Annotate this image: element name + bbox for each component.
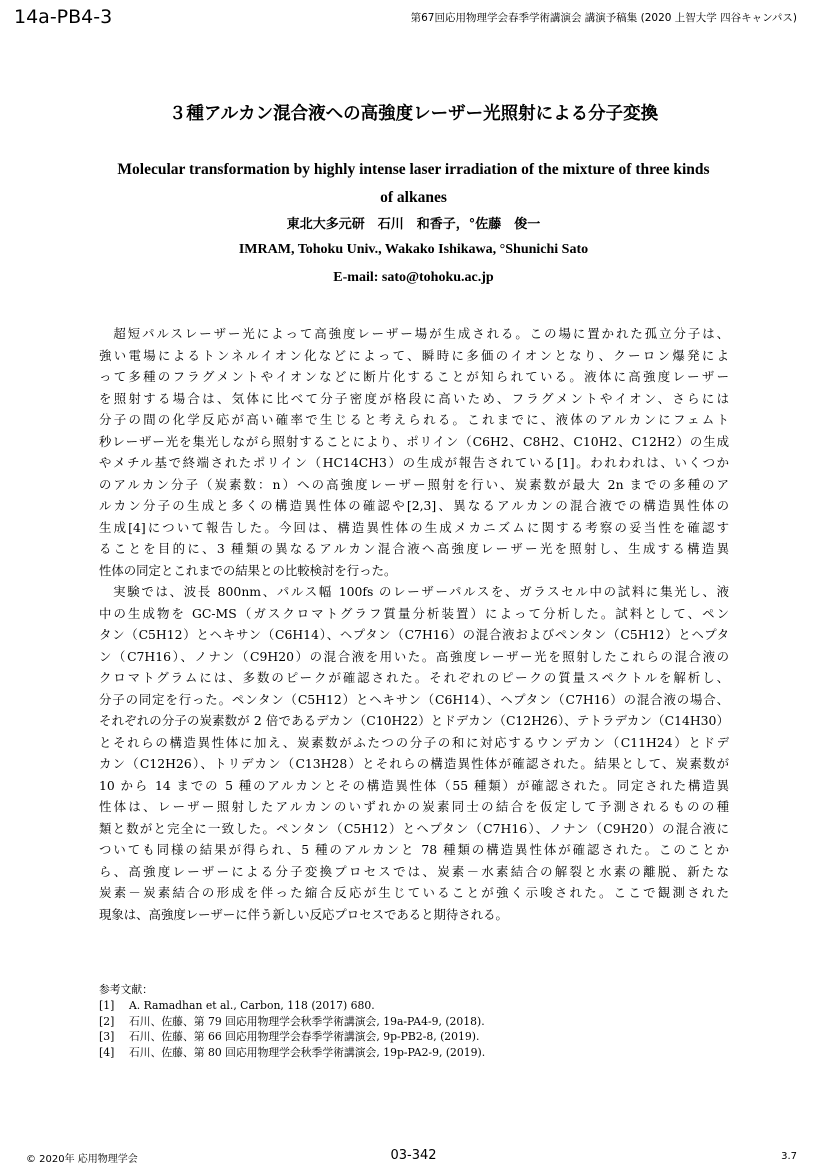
reference-text: 石川、佐藤、第 66 回応用物理学会春季学術講演会, 9p-PB2-8, (2019). bbox=[129, 1030, 480, 1044]
references-heading: 参考文献： bbox=[99, 983, 153, 996]
conference-header: 第67回応用物理学会春季学術講演会 講演予稿集 (2020 上智大学 四谷キャンパス) bbox=[410, 12, 797, 24]
reference-item bbox=[99, 1014, 729, 1030]
body-line: 秒レーザー光を集光しながら照射することにより、ポリイン（C6H2、C8H2、C10H2、C12H2）の生成 bbox=[99, 433, 729, 449]
body-line: 性体は、レーザー照射したアルカンのいずれかの炭素同士の結合を仮定して予測されるものの種 bbox=[99, 799, 729, 814]
body-line: 分子の同定を行った。ペンタン（C5H12）とヘキサン（C6H14）、ヘプタン（C7H16）の混合液の場合、 bbox=[99, 691, 729, 707]
body-line: ン（C7H16）、ノナン（C9H20）の混合液を用いた。高強度レーザー光を照射したこれらの混合液の bbox=[99, 648, 729, 664]
page-number: 03-342 bbox=[390, 1148, 437, 1163]
title-english: Molecular transformation by highly intense laser irradiation of the mixture of three kinds of alkanes bbox=[117, 161, 710, 206]
body-line: 分子の間の化学反応が高い確率で生じると考えられる。これまでに、液体のアルカンにフェムト bbox=[99, 412, 729, 427]
body-line: 10 から 14 までの 5 種のアルカンとその構造異性体（55 種類）が確認された。同定された構造異 bbox=[99, 777, 729, 793]
reference-text: 石川、佐藤、第 79 回応用物理学会秋季学術講演会, 19a-PA4-9, (2018). bbox=[129, 1014, 485, 1028]
body-line: タン（C5H12）とヘキサン（C6H14）、ヘプタン（C7H16）の混合液およびペンタン（C5H12）とヘプタ bbox=[99, 627, 729, 642]
authors-english: IMRAM, Tohoku Univ., Wakako Ishikawa, °Shunichi Sato bbox=[238, 242, 589, 257]
reference-text: 石川、佐藤、第 80 回応用物理学会秋季学術講演会, 19p-PA2-9, (2019). bbox=[129, 1046, 486, 1060]
title-japanese: ３種アルカン混合液への高強度レーザー光照射による分子変換 bbox=[168, 104, 659, 124]
reference-item bbox=[99, 998, 729, 1014]
reference-item bbox=[99, 1029, 729, 1045]
body-line: クロマトグラムには、多数のピークが確認された。それぞれのピークの質量スペクトルを解析し、 bbox=[99, 670, 729, 685]
body-line: 超短パルスレーザー光によって高強度レーザー場が生成される。この場に置かれた孤立分子は、 bbox=[99, 326, 729, 341]
body-line: 性体の同定とこれまでの結果との比較検討を行った。 bbox=[99, 562, 397, 578]
reference-number: [1] bbox=[99, 998, 115, 1012]
body-line: 中の生成物を GC-MS（ガスクロマトグラフ質量分析装置）によって分析した。試料として、ペン bbox=[99, 605, 729, 621]
body-line: 現象は、高強度レーザーに伴う新しい反応プロセスであると期待される。 bbox=[99, 906, 508, 922]
reference-number: [3] bbox=[99, 1030, 115, 1044]
body-line: それぞれの分子の炭素数が 2 倍であるデカン（C10H22）とドデカン（C12H26）、テトラデカン（C14H30） bbox=[99, 713, 729, 728]
body-line: やメチル基で終端されたポリイン（HC14CH3）の生成が報告されている[1]。われわれは、いくつか bbox=[99, 455, 729, 470]
body-line: のアルカン分子（炭素数：n）への高強度レーザー照射を行い、炭素数が最大 2n までの多種のア bbox=[99, 476, 729, 492]
body-line: を照射する場合は、気体に比べて分子密度が格段に高いため、フラグメントやイオン、さらには bbox=[99, 390, 729, 406]
body-line: ら、高強度レーザーによる分子変換プロセスでは、炭素－水素結合の解裂と水素の離脱、新たな bbox=[99, 863, 729, 879]
email-address: E-mail: sato@tohoku.ac.jp bbox=[333, 270, 494, 285]
body-line: って多種のフラグメントやイオンなどに断片化することが知られている。液体に高強度レーザー bbox=[99, 369, 729, 384]
references bbox=[99, 982, 729, 1061]
reference-text: A. Ramadhan et al., Carbon, 118 (2017) 680. bbox=[129, 998, 375, 1012]
body-line: 強い電場によるトンネルイオン化などによって、瞬時に多価のイオンとなり、クーロン爆発によ bbox=[99, 347, 729, 363]
body-line: カン（C12H26）、トリデカン（C13H28）とそれらの構造異性体が確認された。結果として、炭素数が bbox=[99, 756, 729, 771]
body-line: 類と数がと完全に一致した。ペンタン（C5H12）とヘプタン（C7H16）、ノナン（C9H20）の混合液に bbox=[99, 820, 729, 836]
reference-item bbox=[99, 1045, 729, 1061]
authors-japanese: 東北大多元研 石川 和香子，°佐藤 俊一 bbox=[286, 217, 541, 232]
reference-number: [4] bbox=[99, 1046, 115, 1060]
body-line: 炭素－炭素結合の形成を伴った縮合反応が生じていることが強く示唆された。ここで観測された bbox=[99, 885, 729, 900]
copyright: © 2020年 応用物理学会 bbox=[26, 1154, 138, 1165]
paper-id: 14a-PB4-3 bbox=[14, 6, 113, 28]
body-line: とそれらの構造異性体に加え、炭素数がふたつの分子の和に対応するウンデカン（C11H24）とドデ bbox=[99, 734, 729, 750]
reference-list bbox=[99, 998, 729, 1061]
body-line: ついても同様の結果が得られ、5 種のアルカンと 78 種類の構造異性体が確認された。このことか bbox=[99, 842, 729, 857]
body-line: ることを目的に、3 種類の異なるアルカン混合液へ高強度レーザー光を照射し、生成する構造異 bbox=[99, 541, 729, 556]
body-line: ルカン分子の生成と多くの構造異性体の確認や[2,3]、異なるアルカンの混合液での構造異性体の bbox=[99, 498, 729, 513]
abstract-body bbox=[99, 323, 729, 925]
reference-number: [2] bbox=[99, 1014, 115, 1028]
body-line: 実験では、波長 800nm、パルス幅 100fs のレーザーパルスを、ガラスセル中の試料に集光し、液 bbox=[99, 584, 729, 599]
body-line: 生成[4]について報告した。今回は、構造異性体の生成メカニズムに関する考察の妥当性を確認す bbox=[99, 519, 729, 535]
section-number: 3.7 bbox=[781, 1151, 797, 1162]
